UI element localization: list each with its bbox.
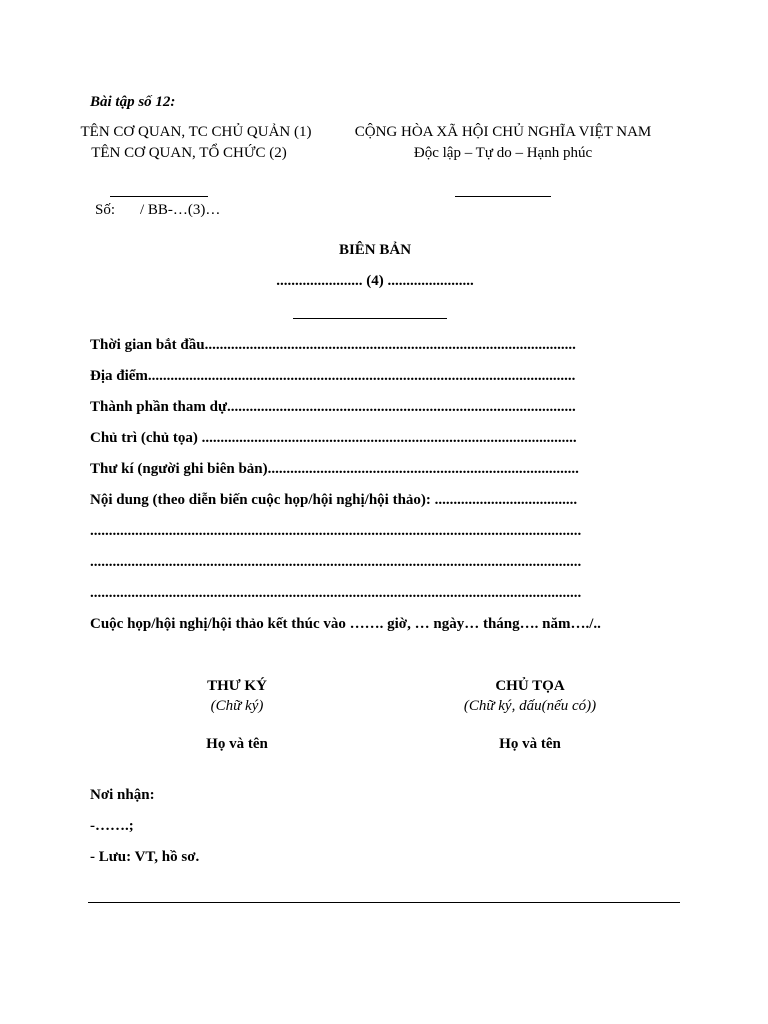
closing-line: Cuộc họp/hội nghị/hội thảo kết thúc vào ……. giờ, … ngày… tháng…. năm…./.. (90, 616, 601, 632)
field-chair: Chủ trì (chủ tọa) .................................................................................................... (90, 430, 577, 446)
title-underline (293, 318, 447, 319)
document-subtitle: ....................... (4) ....................... (276, 273, 474, 289)
field-content-line: ................................................................................................................................... (90, 554, 582, 570)
recipients-label: Nơi nhận: (90, 787, 155, 803)
org-parent-name: TÊN CƠ QUAN, TC CHỦ QUẢN (1) (80, 124, 312, 140)
secretary-note: (Chữ ký) (210, 698, 264, 714)
footer-rule (88, 902, 680, 903)
secretary-name: Họ và tên (206, 736, 268, 752)
field-content-line: ................................................................................................................................... (90, 523, 582, 539)
field-content-line: ................................................................................................................................... (90, 585, 582, 601)
chair-title: CHỦ TỌA (495, 678, 565, 694)
field-start-time: Thời gian bắt đầu................................................................................................... (90, 337, 576, 353)
field-location: Địa điểm.................................................................................................................. (90, 368, 576, 384)
number-label: Số: (95, 202, 116, 218)
field-content: Nội dung (theo diễn biến cuộc họp/hội nghị/hội thảo): ...................................... (90, 492, 578, 508)
secretary-title: THƯ KÝ (207, 678, 267, 694)
field-secretary: Thư kí (người ghi biên bản)................................................................................... (90, 461, 579, 477)
exercise-title: Bài tập số 12: (90, 94, 176, 110)
motto: Độc lập – Tự do – Hạnh phúc (413, 145, 593, 161)
org-underline (110, 196, 208, 197)
org-name: TÊN CƠ QUAN, TỔ CHỨC (2) (91, 145, 287, 161)
field-participants: Thành phần tham dự............................................................................................. (90, 399, 576, 415)
nation-heading: CỘNG HÒA XÃ HỘI CHỦ NGHĨA VIỆT NAM (354, 124, 652, 140)
chair-note: (Chữ ký, dấu(nếu có)) (463, 698, 597, 714)
motto-underline (455, 196, 551, 197)
recipients-archive: - Lưu: VT, hồ sơ. (90, 849, 200, 865)
number-value: / BB-…(3)… (140, 202, 221, 218)
chair-name: Họ và tên (499, 736, 561, 752)
recipients-line: -…….; (90, 818, 134, 834)
document-title: BIÊN BẢN (338, 242, 412, 258)
